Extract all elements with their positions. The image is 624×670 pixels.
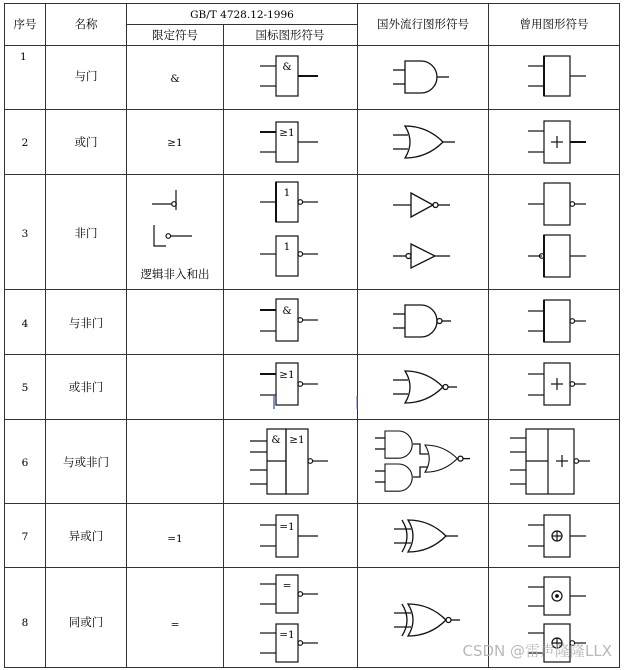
row-qualifier: = <box>170 619 180 631</box>
table-row-nand <box>22 299 586 342</box>
std-nor-symbol <box>260 363 357 409</box>
foreign-xor-symbol <box>394 520 458 552</box>
header-common-symbol: 曾用图形符号 <box>519 17 589 31</box>
common-aoi-symbol <box>510 429 590 494</box>
foreign-xnor-symbol <box>394 604 460 636</box>
std-box-label: & <box>282 305 292 317</box>
negation-in-out-qualifier <box>152 190 192 246</box>
header-std-symbol: 国标图形符号 <box>255 28 325 42</box>
table-row-xor <box>22 515 586 557</box>
std-box-label: ≥1 <box>279 369 295 381</box>
header-qualifier: 限定符号 <box>152 28 198 42</box>
table-row-or <box>22 121 586 163</box>
header-standard: GB/T 4728.12-1996 <box>190 9 294 21</box>
row-name: 同或门 <box>68 615 104 629</box>
std-box-label: 1 <box>283 187 291 199</box>
foreign-and-symbol <box>393 61 449 93</box>
table-row-and <box>20 51 586 96</box>
row-qualifier: & <box>170 73 180 85</box>
row-name: 与门 <box>74 69 98 83</box>
common-not-symbol <box>528 183 586 277</box>
std-box-label-2: =1 <box>279 629 295 641</box>
row-qualifier: =1 <box>167 533 183 545</box>
row-index: 3 <box>21 228 29 240</box>
row-index: 7 <box>21 531 29 543</box>
row-index: 8 <box>21 617 29 629</box>
common-xor-symbol <box>528 515 586 557</box>
row-name: 或非门 <box>68 380 104 394</box>
foreign-nor-symbol <box>393 371 457 403</box>
std-box-label-and: & <box>271 434 281 446</box>
std-box-label: = <box>282 580 292 592</box>
row-index: 5 <box>21 382 29 394</box>
watermark: CSDN @雷声隆隆LLX <box>462 642 612 660</box>
header-foreign-symbol: 国外流行图形符号 <box>377 17 469 31</box>
foreign-not-symbol <box>393 193 450 268</box>
row-qualifier: ≥1 <box>167 137 183 149</box>
common-or-symbol <box>528 121 586 163</box>
row-index: 1 <box>20 51 27 63</box>
std-box-label: =1 <box>279 521 295 533</box>
table-grid <box>5 4 620 668</box>
std-box-label: 1 <box>283 241 291 253</box>
row-name: 与非门 <box>68 316 104 330</box>
common-and-symbol <box>528 56 586 96</box>
table-header <box>14 9 589 42</box>
table-row-not <box>22 182 586 281</box>
header-name: 名称 <box>74 17 98 31</box>
row-name: 异或门 <box>68 529 104 543</box>
row-index: 2 <box>21 137 29 149</box>
table-row-nor <box>22 363 586 409</box>
row-index: 6 <box>21 457 29 469</box>
std-box-label: & <box>282 61 292 73</box>
row-name: 非门 <box>74 226 98 240</box>
foreign-or-symbol <box>393 126 455 158</box>
table-row-and-or-invert <box>22 429 590 494</box>
std-box-label: ≥1 <box>279 127 295 139</box>
row-index: 4 <box>21 318 29 330</box>
std-box-label-or: ≥1 <box>289 434 305 446</box>
common-nor-symbol <box>528 363 586 405</box>
qualifier-note: 逻辑非入和出 <box>140 267 210 281</box>
foreign-aoi-symbol <box>375 431 470 491</box>
common-nand-symbol <box>528 300 586 342</box>
foreign-nand-symbol <box>393 305 451 337</box>
row-name: 与或非门 <box>63 455 109 469</box>
row-name: 或门 <box>74 135 98 149</box>
header-index: 序号 <box>13 17 37 31</box>
